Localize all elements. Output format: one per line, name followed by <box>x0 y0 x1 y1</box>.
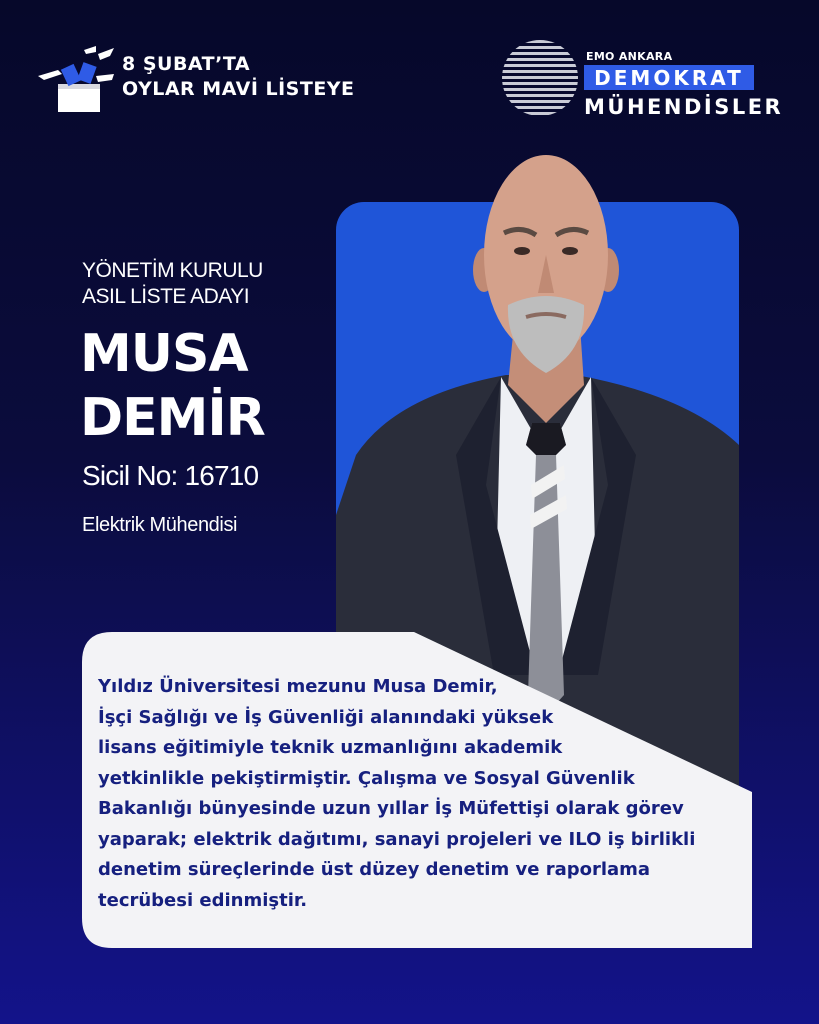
bio-line: yetkinlikle pekiştirmiştir. Çalışma ve Sosyal Güvenlik <box>98 767 635 789</box>
bio-text <box>98 672 738 916</box>
striped-globe-icon <box>500 38 584 118</box>
campaign-logo <box>36 40 376 120</box>
registry-number: Sicil No: 16710 <box>82 460 259 491</box>
campaign-line-1: 8 ŞUBAT’TA <box>122 53 251 75</box>
brand-title: DEMOKRAT <box>584 65 754 90</box>
candidate-role <box>82 258 263 310</box>
candidate-first-name: MUSA <box>80 324 248 384</box>
candidate-name <box>80 322 265 450</box>
bio-line: Bakanlığı bünyesinde uzun yıllar İş Müfettişi olarak görev <box>98 798 684 819</box>
bio-line: Yıldız Üniversitesi mezunu Musa Demir, <box>98 676 498 697</box>
bio-line: İşçi Sağlığı ve İş Güvenliği alanındaki yüksek <box>98 706 554 728</box>
bio-line: yaparak; elektrik dağıtımı, sanayi projeleri ve ILO iş birlikli <box>98 828 696 850</box>
role-line-2: ASIL LİSTE ADAYI <box>82 285 250 308</box>
campaign-line-2: OYLAR MAVİ LİSTEYE <box>122 78 355 100</box>
brand-logo <box>500 38 800 123</box>
bio-line: lisans eğitimiyle teknik uzmanlığını akademik <box>98 737 563 758</box>
bio-line: denetim süreçlerinde üst düzey denetim ve raporlama <box>98 859 651 880</box>
candidate-profession: Elektrik Mühendisi <box>82 514 238 536</box>
bio-line: tecrübesi edinmiştir. <box>98 889 308 911</box>
role-line-1: YÖNETİM KURULU <box>82 259 263 282</box>
ballot-box-icon <box>36 40 116 120</box>
candidate-last-name: DEMİR <box>80 388 265 448</box>
brand-org: EMO ANKARA <box>586 50 673 63</box>
bio-card <box>82 632 752 948</box>
brand-subtitle: MÜHENDİSLER <box>584 95 784 119</box>
